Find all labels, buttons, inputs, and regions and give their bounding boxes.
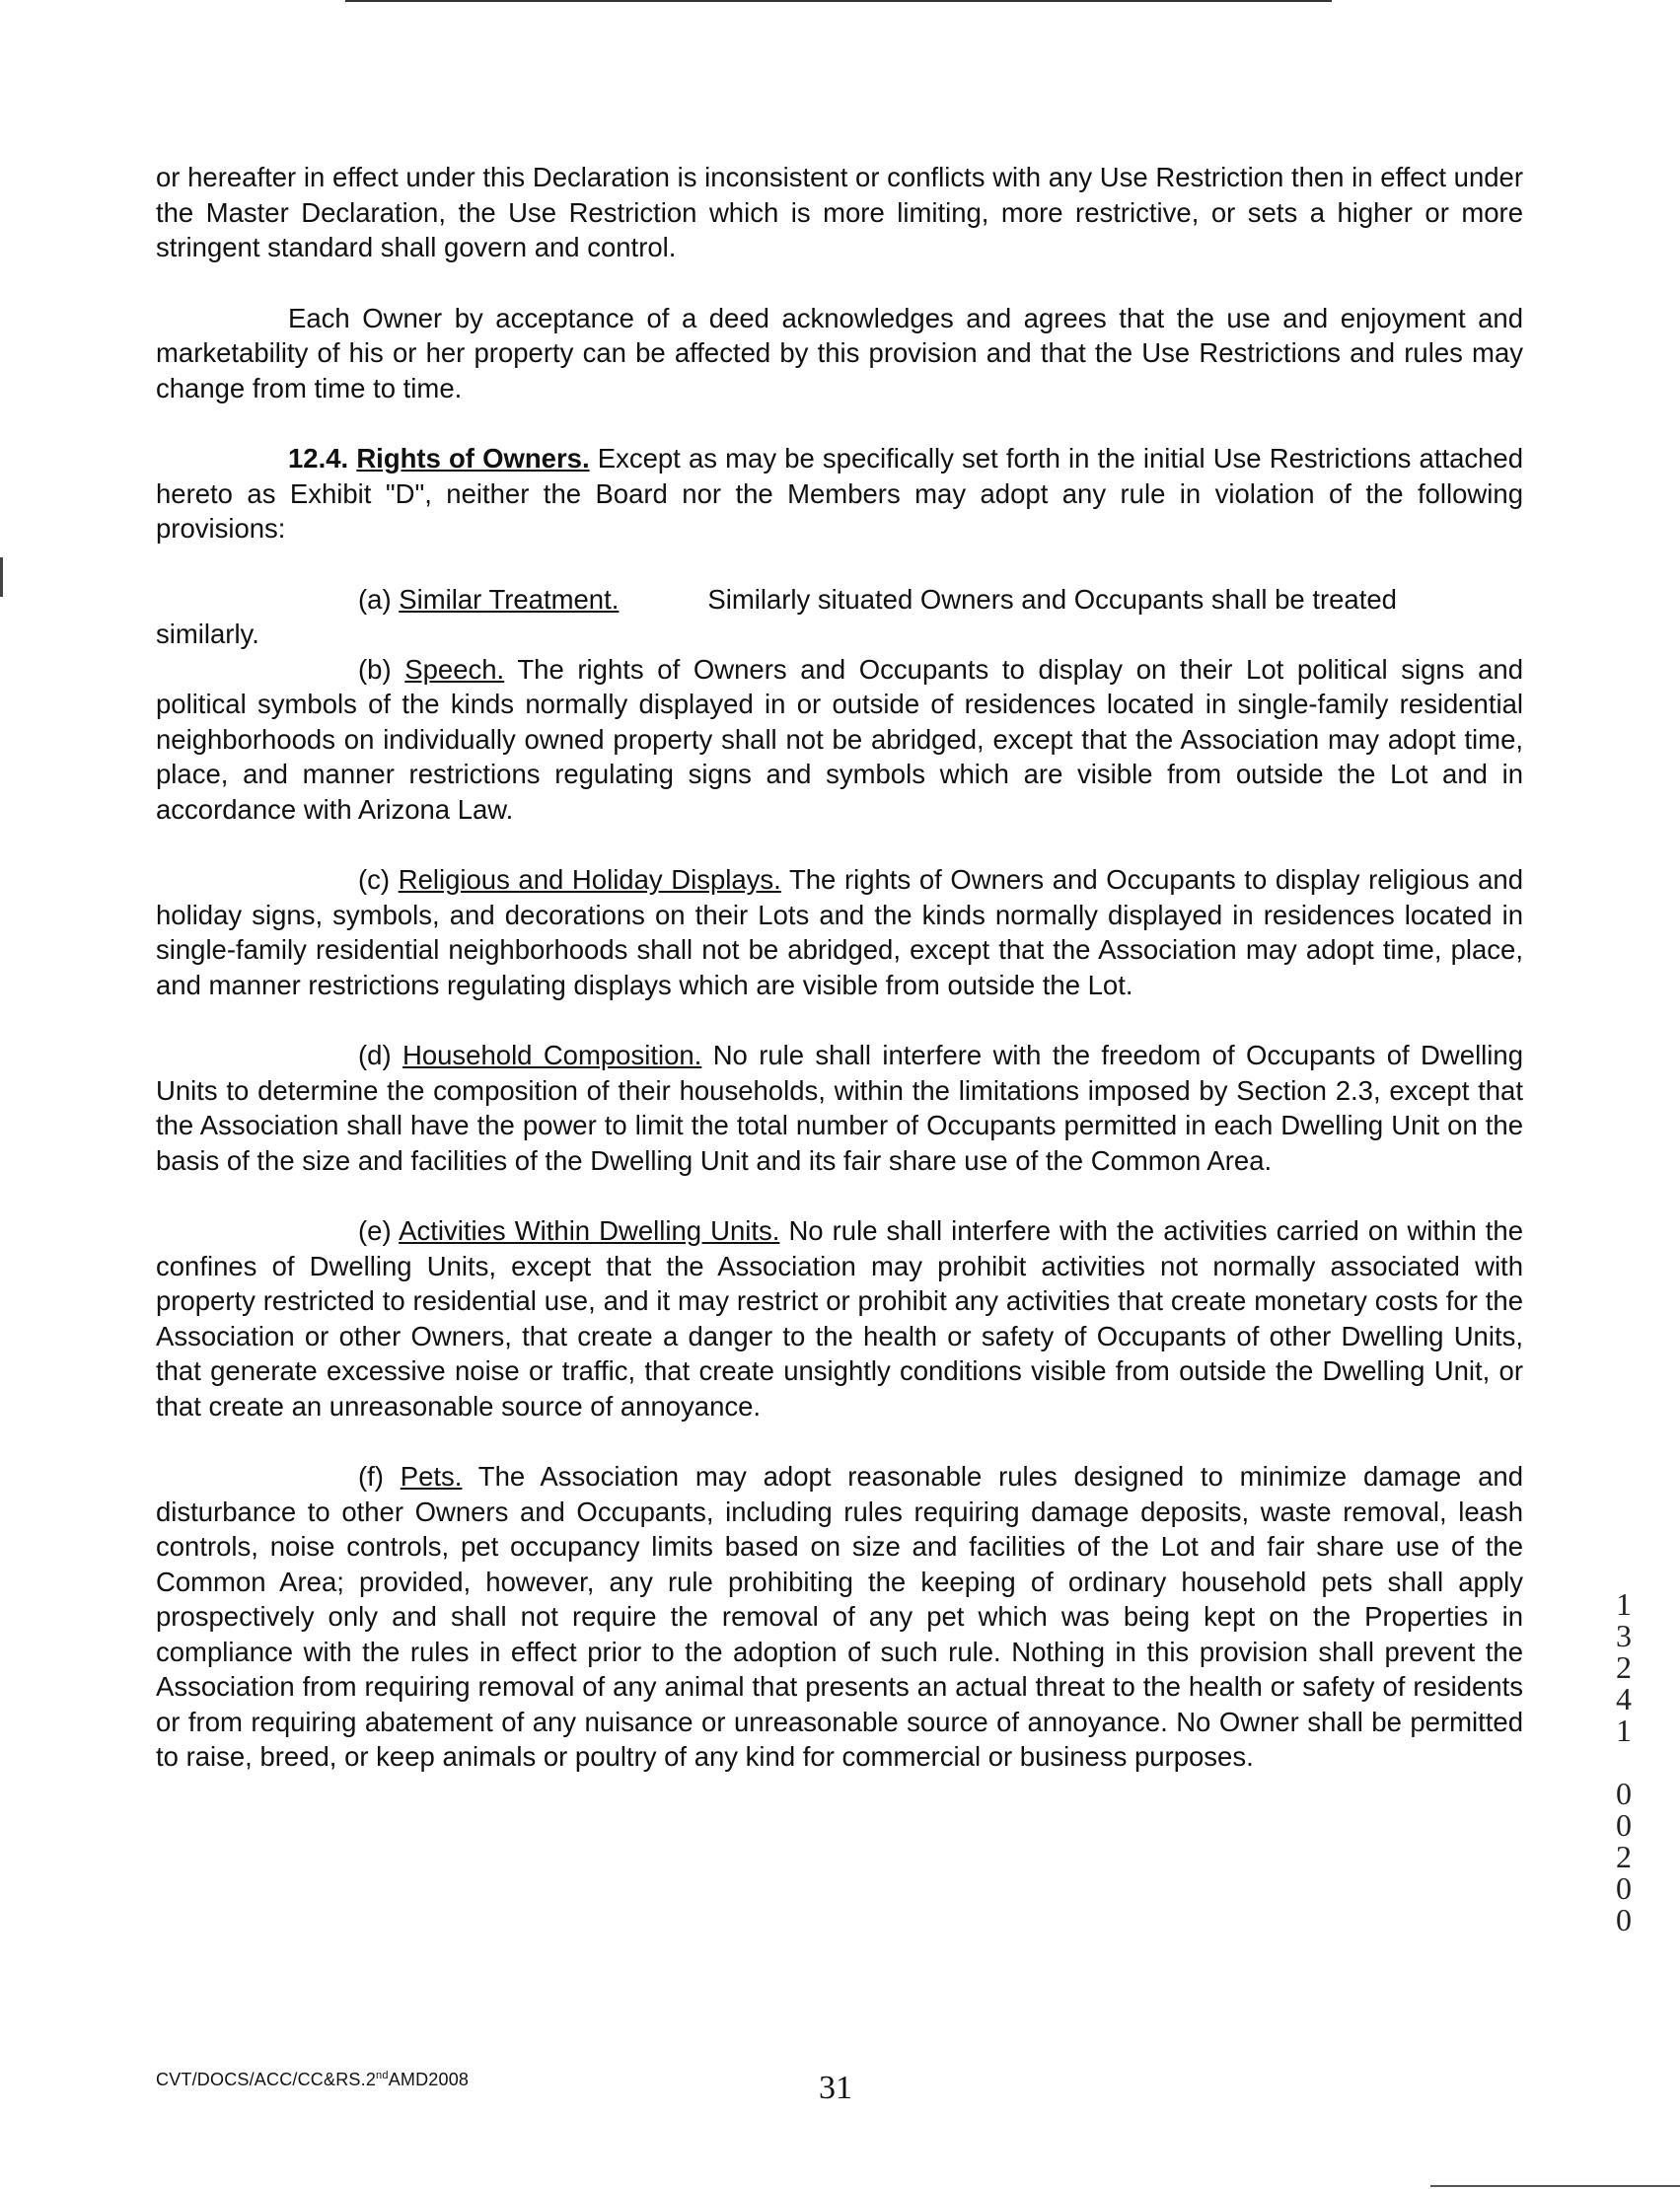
item-f-label: (f) [358, 1461, 384, 1492]
section-number: 12.4. [288, 443, 349, 474]
doc-id-suffix: AMD2008 [388, 2070, 470, 2089]
item-c-label: (c) [358, 864, 391, 895]
stamp-digit: 4 [1616, 1681, 1632, 1716]
stamp-digit: 0 [1616, 1776, 1632, 1811]
stamp-digit: 0 [1616, 1870, 1632, 1906]
item-e-title: Activities Within Dwelling Units. [399, 1215, 780, 1246]
document-id [156, 2070, 469, 2090]
item-f-text: The Association may adopt reasonable rules designed to minimize damage and disturbance to other Owners and Occupants, including rules requiring damage deposits, waste removal, leash controls, noise controls, pet occupancy limits based on size and facilities of the Lot and fair share use of the Common Area; provided, however, any rule prohibiting the keeping of ordinary household pets shall apply prospectively only and shall not require the removal of any pet which was being kept on the Properties in compliance with the rules in effect prior to the adoption of such rule. Nothing in this provision shall prevent the Association from requiring removal of any animal that presents an actual threat to the health or safety of residents or from requiring abatement of any nuisance or unreasonable source of annoyance. No Owner shall be permitted to raise, breed, or keep animals or poultry of any kind for commercial or business purposes. [156, 1461, 1524, 1772]
item-f [156, 1459, 1523, 1775]
stamp-digit: 1 [1616, 1586, 1632, 1622]
section-text: Except as may be specifically set forth in the initial Use Restrictions attached hereto as Exhibit "D", neither the Board nor the Members may adopt any rule in violation of the following provisions: [156, 443, 1524, 544]
item-a-label: (a) [358, 583, 392, 615]
doc-id-sup: nd [376, 2070, 389, 2081]
stamp-digit: 3 [1616, 1618, 1632, 1653]
item-e-text: No rule shall interfere with the activities carried on within the confines of Dwelling Units, except that the Association may prohibit activities not normally associated with property restricted to residential use, and it may restrict or prohibit any activities that create monetary costs for the Association or other Owners, that create a danger to the health or safety of Occupants of other Dwelling Units, that generate excessive noise or traffic, that create unsightly conditions visible from outside the Dwelling Unit, or that create an unreasonable source of annoyance. [156, 1215, 1524, 1422]
item-e [156, 1213, 1523, 1423]
item-d-title: Household Composition. [402, 1040, 702, 1070]
item-c-text: The rights of Owners and Occupants to display religious and holiday signs, symbols, and decorations on their Lots and the kinds normally displayed in residences located in single-family residential neighborhoods shall not be abridged, except that the Association may adopt time, place, and manner restrictions regulating displays which are visible from outside the Lot. [156, 864, 1523, 1000]
item-c-title: Religious and Holiday Displays. [398, 864, 781, 895]
item-d [156, 1038, 1523, 1178]
item-c [156, 862, 1523, 1002]
paragraph-continuation: or hereafter in effect under this Declaration is inconsistent or conflicts with any Use Restriction then in effect under the Master Declaration, the Use Restriction which is more limiting, more restrictive, or sets a higher or more stringent standard shall govern and control. [156, 162, 1523, 262]
page-number: 31 [819, 2070, 852, 2106]
item-b-label: (b) [358, 653, 392, 685]
recording-stamp [1604, 1588, 1643, 1935]
section-12-4 [156, 441, 1523, 547]
stamp-spacer [1604, 1746, 1643, 1778]
stamp-digit: 0 [1616, 1902, 1632, 1937]
item-d-text: No rule shall interfere with the freedom of Occupants of Dwelling Units to determine the composition of their households, within the limitations imposed by Section 2.3, except that the Association shall have the power to limit the total number of Occupants permitted in each Dwelling Unit on the basis of the size and facilities of the Dwelling Unit and its fair share use of the Common Area. [156, 1040, 1523, 1176]
item-b-text: The rights of Owners and Occupants to display on their Lot political signs and political symbols of the kinds normally displayed in or outside of residences located in single-family residential neighborhoods on individually owned property shall not be abridged, except that the Association may adopt time, place, and manner restrictions regulating signs and symbols which are visible from outside the Lot and in accordance with Arizona Law. [156, 653, 1524, 825]
scan-edge-left-mark [0, 557, 3, 597]
stamp-digit: 0 [1616, 1807, 1632, 1843]
item-a-text: Similarly situated Owners and Occupants shall be treated [707, 583, 1397, 615]
document-page [156, 160, 1523, 1810]
scan-edge-top [345, 0, 1332, 2]
paragraph-owner-acknowledgement: Each Owner by acceptance of a deed acknowledges and agrees that the use and enjoyment and marketability of his or her property can be affected by this provision and that the Use Restrictions and rules may change from time to time. [156, 302, 1523, 403]
section-title: Rights of Owners. [356, 443, 590, 474]
item-d-label: (d) [358, 1040, 392, 1070]
item-b-title: Speech. [404, 653, 505, 685]
stamp-digit: 2 [1616, 1649, 1632, 1685]
scan-edge-bottom [1430, 2185, 1680, 2187]
doc-id-prefix: CVT/DOCS/ACC/CC&RS.2 [156, 2070, 377, 2089]
item-a-tail: similarly. [156, 619, 259, 649]
item-e-label: (e) [358, 1215, 392, 1246]
item-a-title: Similar Treatment. [399, 583, 620, 615]
stamp-digit: 2 [1616, 1839, 1632, 1874]
item-b [156, 652, 1523, 828]
item-a [156, 582, 1523, 618]
item-f-title: Pets. [400, 1461, 463, 1492]
stamp-digit: 1 [1616, 1713, 1632, 1748]
